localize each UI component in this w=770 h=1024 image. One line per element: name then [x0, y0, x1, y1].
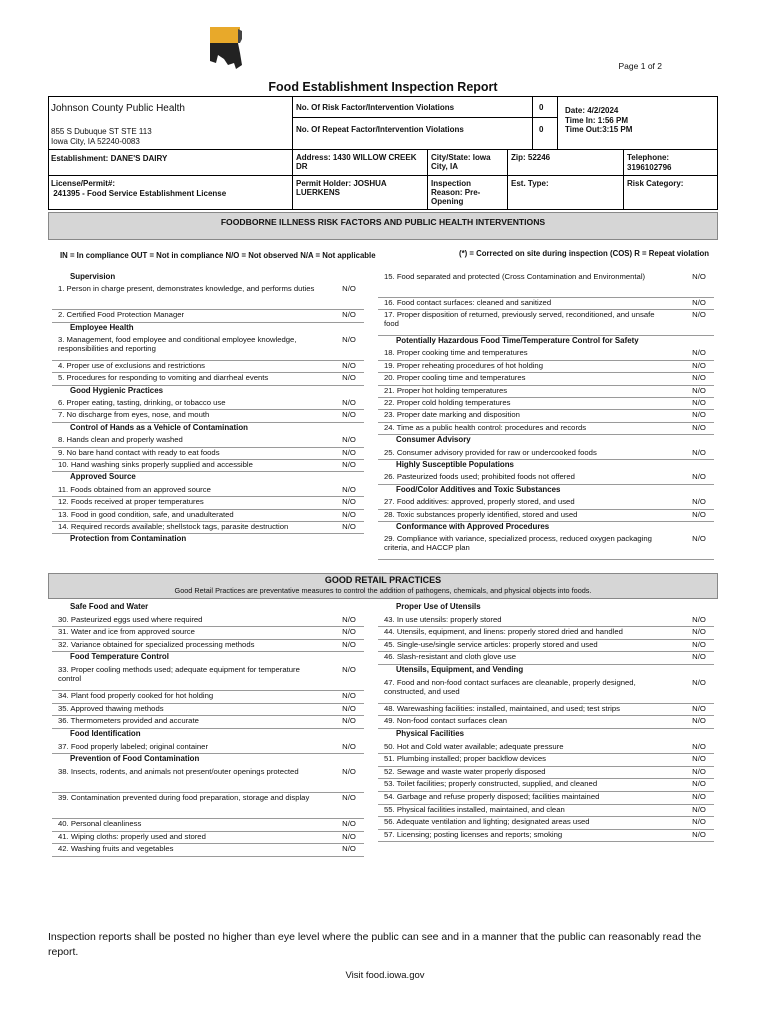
compliance-status: N/O	[692, 703, 706, 713]
risk-violations-count: 0	[539, 103, 544, 112]
checklist-item	[378, 298, 714, 310]
checklist-item	[378, 779, 714, 792]
establishment-info-box	[48, 96, 718, 210]
checklist-item-text: 45. Single-use/single service articles: properly stored and used	[384, 639, 598, 649]
checklist-item	[52, 793, 364, 819]
checklist-item-text: 49. Non-food contact surfaces clean	[384, 716, 508, 726]
retail-left-column	[52, 602, 364, 862]
row-divider	[52, 856, 364, 857]
checklist-item	[52, 310, 364, 322]
report-title: Food Establishment Inspection Report	[268, 80, 498, 94]
checklist-item	[378, 348, 714, 360]
compliance-status: N/O	[692, 534, 706, 544]
compliance-status: N/O	[342, 716, 356, 726]
category-heading: Physical Facilities	[396, 729, 464, 738]
establishment-name: Establishment: DANE'S DAIRY	[51, 154, 168, 163]
checklist-item	[378, 398, 714, 410]
category-heading: Potentially Hazardous Food Time/Temperature Control for Safety	[396, 336, 639, 345]
checklist-item-text: 13. Food in good condition, safe, and unadulterated	[58, 509, 234, 519]
category-heading: Employee Health	[70, 322, 134, 332]
checklist-item-text: 33. Proper cooling methods used; adequate equipment for temperature control	[58, 665, 300, 684]
compliance-status: N/O	[342, 831, 356, 841]
category-heading: Utensils, Equipment, and Vending	[396, 665, 524, 674]
compliance-status: N/O	[342, 793, 356, 802]
checklist-item	[52, 832, 364, 845]
compliance-status: N/O	[342, 665, 356, 674]
checklist-item	[52, 691, 364, 704]
compliance-status: N/O	[342, 398, 356, 407]
compliance-status: N/O	[692, 297, 706, 307]
checklist-item-text: 18. Proper cooking time and temperatures	[384, 348, 528, 358]
risk-violations-label: No. Of Risk Factor/Intervention Violations	[296, 103, 455, 112]
checklist-item-text: 9. No bare hand contact with ready to eat foods	[58, 447, 220, 457]
checklist-item	[378, 627, 714, 640]
checklist-item	[378, 830, 714, 843]
compliance-status: N/O	[342, 703, 356, 713]
checklist-item-text: 38. Insects, rodents, and animals not present/outer openings protected	[58, 766, 299, 776]
checklist-item-text: 56. Adequate ventilation and lighting; designated areas used	[384, 817, 590, 827]
compliance-status: N/O	[692, 627, 706, 637]
checklist-item-text: 42. Washing fruits and vegetables	[58, 844, 174, 854]
retail-section-bar	[48, 573, 718, 599]
checklist-item	[378, 716, 714, 729]
checklist-item-text: 6. Proper eating, tasting, drinking, or tobacco use	[58, 398, 226, 407]
checklist-item-text: 2. Certified Food Protection Manager	[58, 310, 185, 320]
checklist-item	[378, 534, 714, 560]
checklist-item-text: 46. Slash-resistant and cloth glove use	[384, 652, 517, 662]
checklist-item-text: 4. Proper use of exclusions and restrictions	[58, 360, 205, 370]
checklist-item	[378, 310, 714, 336]
compliance-status: N/O	[692, 410, 706, 420]
category-heading: Protection from Contamination	[70, 534, 187, 544]
checklist-item	[52, 640, 364, 653]
checklist-item-text: 37. Food properly labeled; original container	[58, 741, 209, 751]
checklist-item	[378, 704, 714, 717]
checklist-item	[52, 627, 364, 640]
checklist-item	[378, 640, 714, 653]
county-logo	[208, 25, 246, 71]
compliance-status: N/O	[692, 716, 706, 726]
compliance-status: N/O	[692, 348, 706, 358]
checklist-item-text: 19. Proper reheating procedures of hot holding	[384, 360, 543, 370]
checklist-item	[52, 615, 364, 628]
checklist-item-text: 1. Person in charge present, demonstrates knowledge, and performs duties	[58, 284, 315, 294]
visit-link[interactable]: Visit food.iowa.gov	[345, 970, 425, 981]
retail-subheading: Good Retail Practices are preventative measures to control the addition of pathogens, chemicals, and physical objects into foods.	[174, 586, 592, 595]
checklist-item	[52, 373, 364, 385]
compliance-status: N/O	[342, 509, 356, 519]
checklist-item-text: 57. Licensing; posting licenses and reports; smoking	[384, 829, 563, 839]
compliance-status: N/O	[342, 410, 356, 420]
checklist-item-text: 34. Plant food properly cooked for hot holding	[58, 691, 214, 701]
compliance-status: N/O	[342, 497, 356, 507]
category-heading: Food Temperature Control	[70, 652, 169, 662]
compliance-status: N/O	[692, 829, 706, 839]
compliance-status: N/O	[342, 284, 356, 294]
checklist-item-text: 48. Warewashing facilities: installed, maintained, and used; test strips	[384, 703, 621, 713]
compliance-status: N/O	[342, 614, 356, 624]
category-heading: Food/Color Additives and Toxic Substances	[396, 484, 561, 494]
checklist-item-text: 28. Toxic substances properly identified, stored and used	[384, 509, 578, 519]
checklist-item	[52, 497, 364, 509]
checklist-item-text: 43. In use utensils: properly stored	[384, 614, 502, 624]
checklist-item	[52, 335, 364, 361]
compliance-status: N/O	[692, 272, 706, 281]
category-heading: Conformance with Approved Procedures	[396, 522, 550, 531]
checklist-item	[52, 767, 364, 793]
checklist-item	[378, 792, 714, 805]
checklist-item-text: 50. Hot and Cold water available; adequate pressure	[384, 741, 564, 751]
checklist-item	[378, 472, 714, 484]
checklist-item	[52, 410, 364, 422]
checklist-item-text: 22. Proper cold holding temperatures	[384, 398, 511, 407]
establishment-address: Address: 1430 WILLOW CREEK DR	[296, 153, 417, 172]
compliance-status: N/O	[692, 817, 706, 827]
checklist-item-text: 15. Food separated and protected (Cross Contamination and Environmental)	[384, 272, 646, 281]
category-heading: Consumer Advisory	[396, 435, 471, 445]
permit-holder: Permit Holder: JOSHUA LUERKENS	[296, 179, 387, 198]
compliance-status: N/O	[342, 435, 356, 445]
compliance-status: N/O	[342, 360, 356, 370]
checklist-item	[52, 361, 364, 373]
checklist-item	[378, 510, 714, 522]
checklist-item	[52, 398, 364, 410]
checklist-item	[52, 448, 364, 460]
telephone: 3196102796	[627, 163, 672, 172]
compliance-status: N/O	[692, 677, 706, 687]
category-heading: Approved Source	[70, 472, 136, 482]
repeat-violations-label: No. Of Repeat Factor/Intervention Violations	[296, 125, 464, 134]
checklist-item	[52, 704, 364, 717]
checklist-item-text: 17. Proper disposition of returned, previously served, reconditioned, and unsafe food	[384, 310, 655, 329]
agency-address-line2: Iowa City, IA 52240-0083	[51, 137, 140, 146]
compliance-status: N/O	[692, 509, 706, 519]
checklist-item	[378, 742, 714, 755]
compliance-status: N/O	[692, 754, 706, 764]
checklist-item-text: 24. Time as a public health control: procedures and records	[384, 422, 587, 432]
compliance-status: N/O	[692, 422, 706, 432]
checklist-item-text: 51. Plumbing installed; proper backflow devices	[384, 754, 546, 764]
row-divider	[378, 841, 714, 842]
checklist-item-text: 7. No discharge from eyes, nose, and mouth	[58, 410, 210, 420]
compliance-status: N/O	[692, 373, 706, 383]
checklist-item	[52, 844, 364, 857]
checklist-item	[378, 272, 714, 298]
compliance-status: N/O	[692, 447, 706, 457]
checklist-item	[378, 497, 714, 509]
compliance-status: N/O	[342, 844, 356, 854]
foodborne-heading: FOODBORNE ILLNESS RISK FACTORS AND PUBLIC HEALTH INTERVENTIONS	[48, 212, 718, 240]
checklist-item-text: 14. Required records available; shellstock tags, parasite destruction	[58, 522, 289, 531]
category-heading: Control of Hands as a Vehicle of Contamination	[70, 422, 248, 432]
compliance-status: N/O	[342, 766, 356, 776]
checklist-item	[52, 742, 364, 755]
category-heading: Good Hygienic Practices	[70, 385, 163, 395]
compliance-status: N/O	[692, 310, 706, 320]
posting-note: Inspection reports shall be posted no higher than eye level where the public can see and in a manner that the public can reasonably read the report.	[48, 931, 702, 958]
checklist-item	[52, 460, 364, 472]
license-number: 241395 - Food Service Establishment License	[51, 189, 227, 198]
checklist-item-text: 35. Approved thawing methods	[58, 703, 164, 713]
checklist-item-text: 54. Garbage and refuse properly disposed; facilities maintained	[384, 792, 600, 801]
compliance-status: N/O	[342, 484, 356, 494]
compliance-status: N/O	[342, 819, 356, 829]
category-heading: Highly Susceptible Populations	[396, 460, 514, 469]
checklist-item-text: 55. Physical facilities installed, maintained, and clean	[384, 804, 565, 814]
checklist-item-text: 53. Toilet facilities; properly constructed, supplied, and cleaned	[384, 779, 598, 789]
compliance-status: N/O	[692, 792, 706, 801]
category-heading: Safe Food and Water	[70, 602, 149, 611]
compliance-status: N/O	[342, 373, 356, 383]
county-logo-graphic	[208, 25, 246, 71]
checklist-item-text: 21. Proper hot holding temperatures	[384, 385, 508, 395]
checklist-item-text: 47. Food and non-food contact surfaces are cleanable, properly designed, constructed, and used	[384, 677, 636, 696]
checklist-item-text: 23. Proper date marking and disposition	[384, 410, 520, 420]
agency-name: Johnson County Public Health	[51, 103, 185, 114]
checklist-item-text: 8. Hands clean and properly washed	[58, 435, 183, 445]
checklist-item-text: 32. Variance obtained for specialized processing methods	[58, 639, 255, 649]
checklist-item-text: 29. Compliance with variance, specialized process, reduced oxygen packaging criteria, and HACCP plan	[384, 534, 652, 553]
compliance-status: N/O	[692, 497, 706, 507]
compliance-status: N/O	[342, 447, 356, 457]
checklist-item-text: 16. Food contact surfaces: cleaned and sanitized	[384, 297, 552, 307]
est-type: Est. Type:	[511, 179, 549, 188]
checklist-item-text: 52. Sewage and waste water properly disposed	[384, 766, 546, 776]
checklist-item-text: 25. Consumer advisory provided for raw or undercooked foods	[384, 447, 597, 457]
foodborne-left-column	[52, 272, 364, 567]
checklist-item	[52, 510, 364, 522]
foodborne-right-column	[378, 272, 714, 567]
compliance-status: N/O	[342, 335, 356, 344]
compliance-status: N/O	[692, 385, 706, 395]
checklist-item	[52, 665, 364, 691]
compliance-status: N/O	[342, 627, 356, 637]
checklist-item	[52, 819, 364, 832]
telephone-label: Telephone:	[627, 153, 670, 162]
city-state: City/State: Iowa City, IA	[431, 153, 491, 172]
compliance-status: N/O	[692, 804, 706, 814]
compliance-status: N/O	[342, 310, 356, 320]
checklist-item	[378, 448, 714, 460]
compliance-status: N/O	[692, 779, 706, 789]
checklist-item	[378, 754, 714, 767]
category-heading: Supervision	[70, 272, 116, 281]
checklist-item-text: 40. Personal cleanliness	[58, 819, 142, 829]
checklist-item	[378, 410, 714, 422]
compliance-status: N/O	[342, 460, 356, 469]
checklist-item	[52, 435, 364, 447]
checklist-item-text: 27. Food additives: approved, properly stored, and used	[384, 497, 575, 507]
checklist-item-text: 12. Foods received at proper temperatures	[58, 497, 204, 507]
category-heading: Proper Use of Utensils	[396, 602, 481, 611]
row-divider	[378, 559, 714, 560]
checklist-item-text: 41. Wiping cloths: properly used and stored	[58, 831, 206, 841]
checklist-item-text: 39. Contamination prevented during food preparation, storage and display	[58, 793, 310, 802]
checklist-item	[378, 386, 714, 398]
compliance-status: N/O	[342, 691, 356, 701]
retail-right-column	[378, 602, 714, 862]
compliance-status: N/O	[342, 741, 356, 751]
checklist-item-text: 20. Proper cooling time and temperatures	[384, 373, 526, 383]
checklist-item	[378, 652, 714, 665]
compliance-status: N/O	[342, 522, 356, 531]
inspection-date: Date: 4/2/2024	[565, 106, 619, 115]
checklist-item-text: 5. Procedures for responding to vomiting and diarrheal events	[58, 373, 269, 383]
agency-address-line1: 855 S Dubuque ST STE 113	[51, 127, 152, 136]
checklist-item	[378, 373, 714, 385]
checklist-item	[52, 485, 364, 497]
category-heading: Prevention of Food Contamination	[70, 754, 200, 764]
risk-category: Risk Category:	[627, 179, 684, 188]
license-label: License/Permit#:	[51, 179, 116, 188]
compliance-status: N/O	[692, 360, 706, 370]
checklist-item-text: 3. Management, food employee and conditional employee knowledge, responsibilities and reporting	[58, 335, 297, 354]
checklist-item	[52, 522, 364, 534]
compliance-status: N/O	[692, 639, 706, 649]
compliance-status: N/O	[692, 398, 706, 407]
time-in: Time In: 1:56 PM	[565, 116, 628, 125]
compliance-status: N/O	[342, 639, 356, 649]
category-heading: Food Identification	[70, 729, 141, 738]
compliance-status: N/O	[692, 652, 706, 662]
retail-heading: GOOD RETAIL PRACTICES	[324, 575, 442, 585]
repeat-violations-count: 0	[539, 125, 544, 134]
checklist-item	[52, 284, 364, 310]
checklist-item	[378, 678, 714, 704]
checklist-item	[378, 805, 714, 818]
checklist-item	[378, 361, 714, 373]
checklist-item-text: 44. Utensils, equipment, and linens: properly stored dried and handled	[384, 627, 623, 637]
checklist-item-text: 26. Pasteurized foods used; prohibited foods not offered	[384, 472, 575, 482]
cos-legend: (*) = Corrected on site during inspection (COS) R = Repeat violation	[459, 249, 709, 258]
checklist-item	[378, 817, 714, 830]
checklist-item	[378, 615, 714, 628]
inspection-reason: Inspection Reason: Pre-Opening	[431, 179, 481, 207]
compliance-legend: IN = In compliance OUT = Not in compliance N/O = Not observed N/A = Not applicable	[60, 251, 376, 260]
compliance-status: N/O	[692, 472, 706, 482]
checklist-item	[52, 716, 364, 729]
compliance-status: N/O	[692, 766, 706, 776]
compliance-status: N/O	[692, 614, 706, 624]
time-out: Time Out:3:15 PM	[565, 125, 633, 134]
checklist-item-text: 11. Foods obtained from an approved source	[58, 484, 211, 494]
compliance-status: N/O	[692, 741, 706, 751]
checklist-item-text: 36. Thermometers provided and accurate	[58, 716, 199, 726]
checklist-item-text: 10. Hand washing sinks properly supplied and accessible	[58, 460, 253, 469]
checklist-item	[378, 423, 714, 435]
zip: Zip: 52246	[511, 153, 551, 162]
checklist-item	[378, 767, 714, 780]
page-number: Page 1 of 2	[618, 61, 662, 71]
checklist-item-text: 31. Water and ice from approved source	[58, 627, 195, 637]
checklist-item-text: 30. Pasteurized eggs used where required	[58, 614, 203, 624]
